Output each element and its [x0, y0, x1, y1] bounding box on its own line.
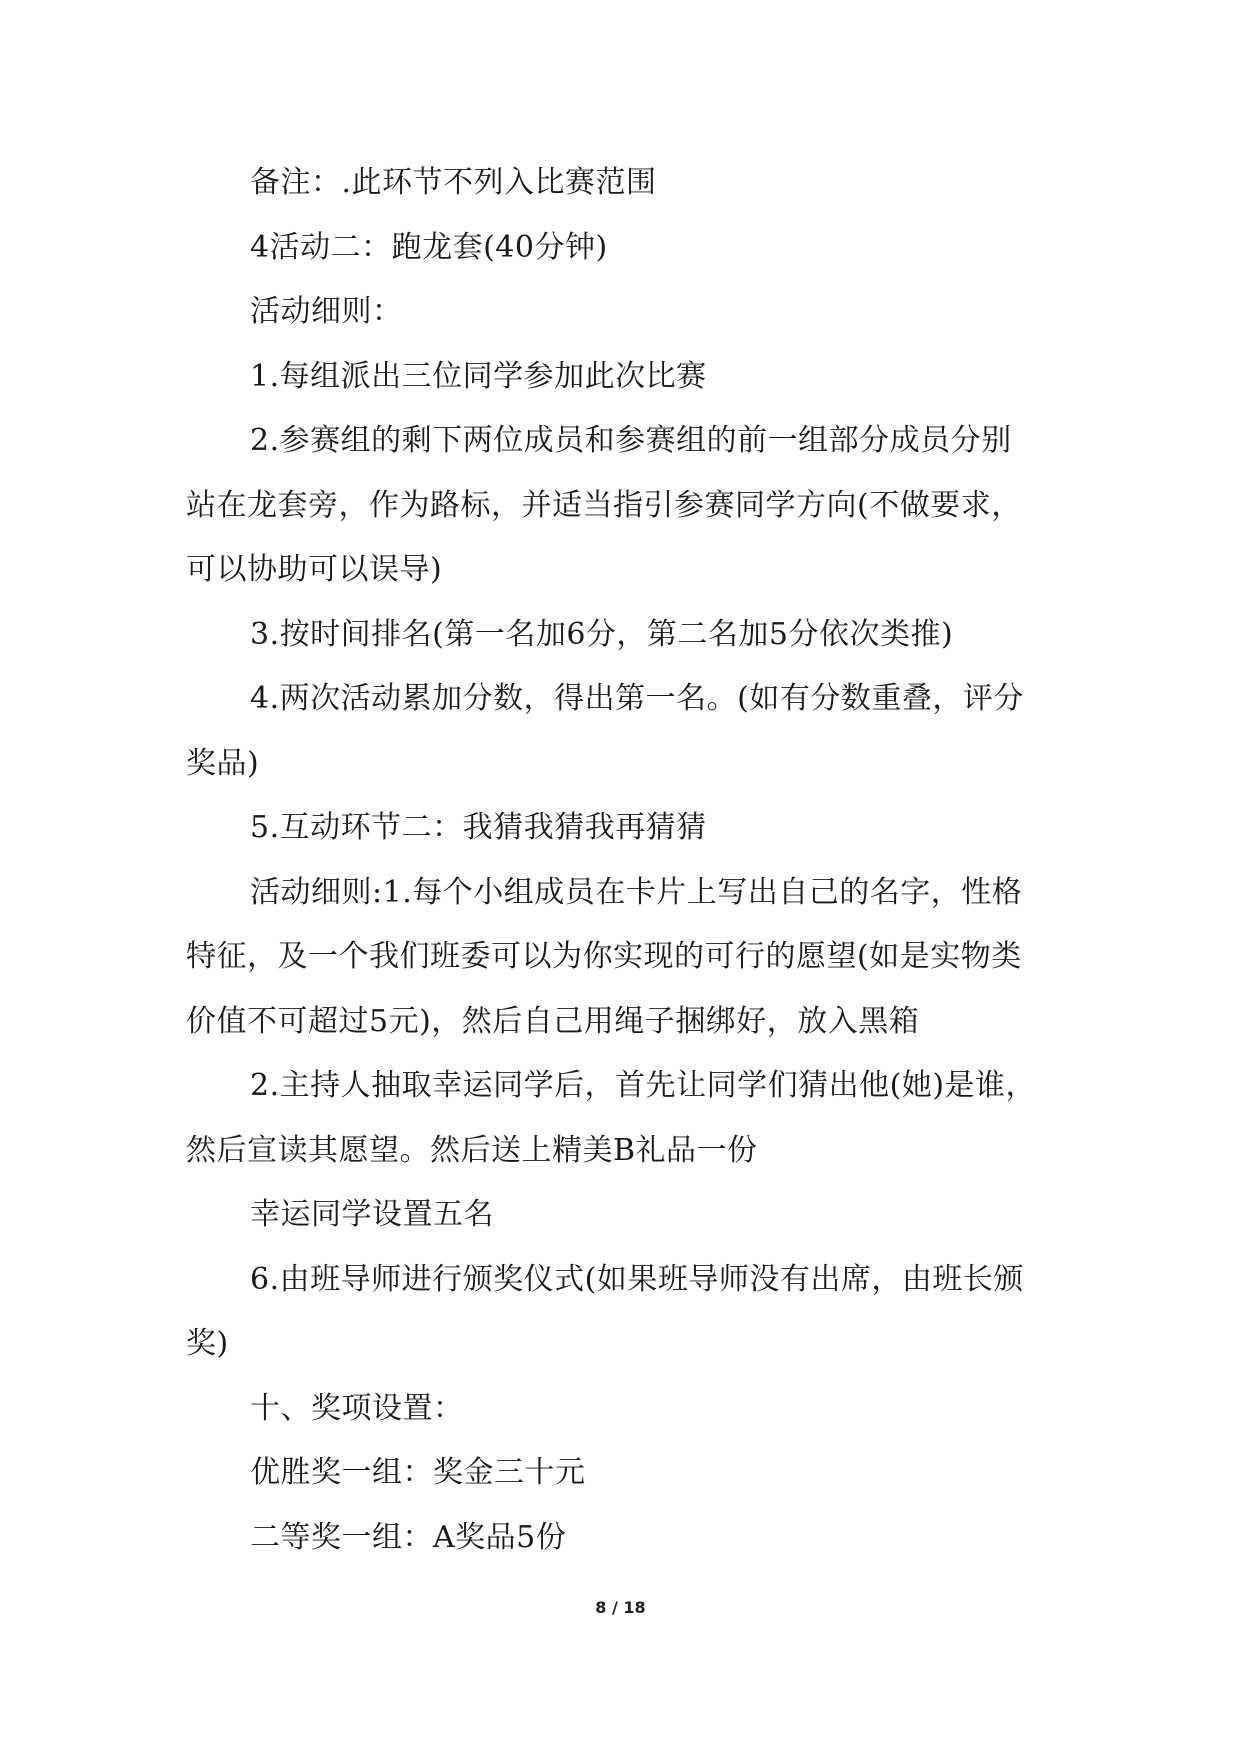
text-line-rule3: 3.按时间排名(第一名加6分，第二名加5分依次类推): [250, 617, 954, 652]
text-line-lucky: 幸运同学设置五名: [250, 1197, 494, 1232]
text-line-prize-first: 优胜奖一组：奖金三十元: [250, 1455, 586, 1490]
text-line-note: 备注：.此环节不列入比赛范围: [250, 165, 657, 200]
text-line-prizes-head: 十、奖项设置：: [250, 1391, 464, 1426]
text-line-rule1: 1.每组派出三位同学参加此次比赛: [250, 359, 707, 394]
text-line-rule4-a: 4.两次活动累加分数，得出第一名。(如有分数重叠，评分: [250, 681, 1024, 716]
text-line-rules2-a: 活动细则:1.每个小组成员在卡片上写出自己的名字，性格: [250, 875, 1023, 910]
text-line-rules2-c: 价值不可超过5元)，然后自己用绳子捆绑好，放入黑箱: [186, 1004, 920, 1039]
text-line-award-b: 奖): [186, 1326, 229, 1361]
text-line-rules2-b: 特征，及一个我们班委可以为你实现的可行的愿望(如是实物类: [186, 939, 1022, 974]
text-line-prize-second: 二等奖一组：A奖品5份: [250, 1520, 567, 1555]
text-line-activity2: 4活动二：跑龙套(40分钟): [250, 230, 608, 265]
text-line-rule2-a: 2.参赛组的剩下两位成员和参赛组的前一组部分成员分别: [250, 423, 1012, 458]
text-line-rule2-c: 可以协助可以误导): [186, 552, 443, 587]
text-line-rules-head: 活动细则：: [250, 294, 403, 329]
text-line-award-a: 6.由班导师进行颁奖仪式(如果班导师没有出席，由班长颁: [250, 1262, 1024, 1297]
text-line-interact2: 5.互动环节二：我猜我猜我再猜猜: [250, 810, 707, 845]
text-line-rule4-b: 奖品): [186, 746, 260, 781]
text-line-rule2-b: 站在龙套旁，作为路标，并适当指引参赛同学方向(不做要求，: [186, 488, 1022, 523]
text-line-host-b: 然后宣读其愿望。然后送上精美B礼品一份: [186, 1133, 758, 1168]
page-number: 8 / 18: [595, 1598, 646, 1617]
text-line-host-a: 2.主持人抽取幸运同学后，首先让同学们猜出他(她)是谁，: [250, 1068, 1037, 1103]
